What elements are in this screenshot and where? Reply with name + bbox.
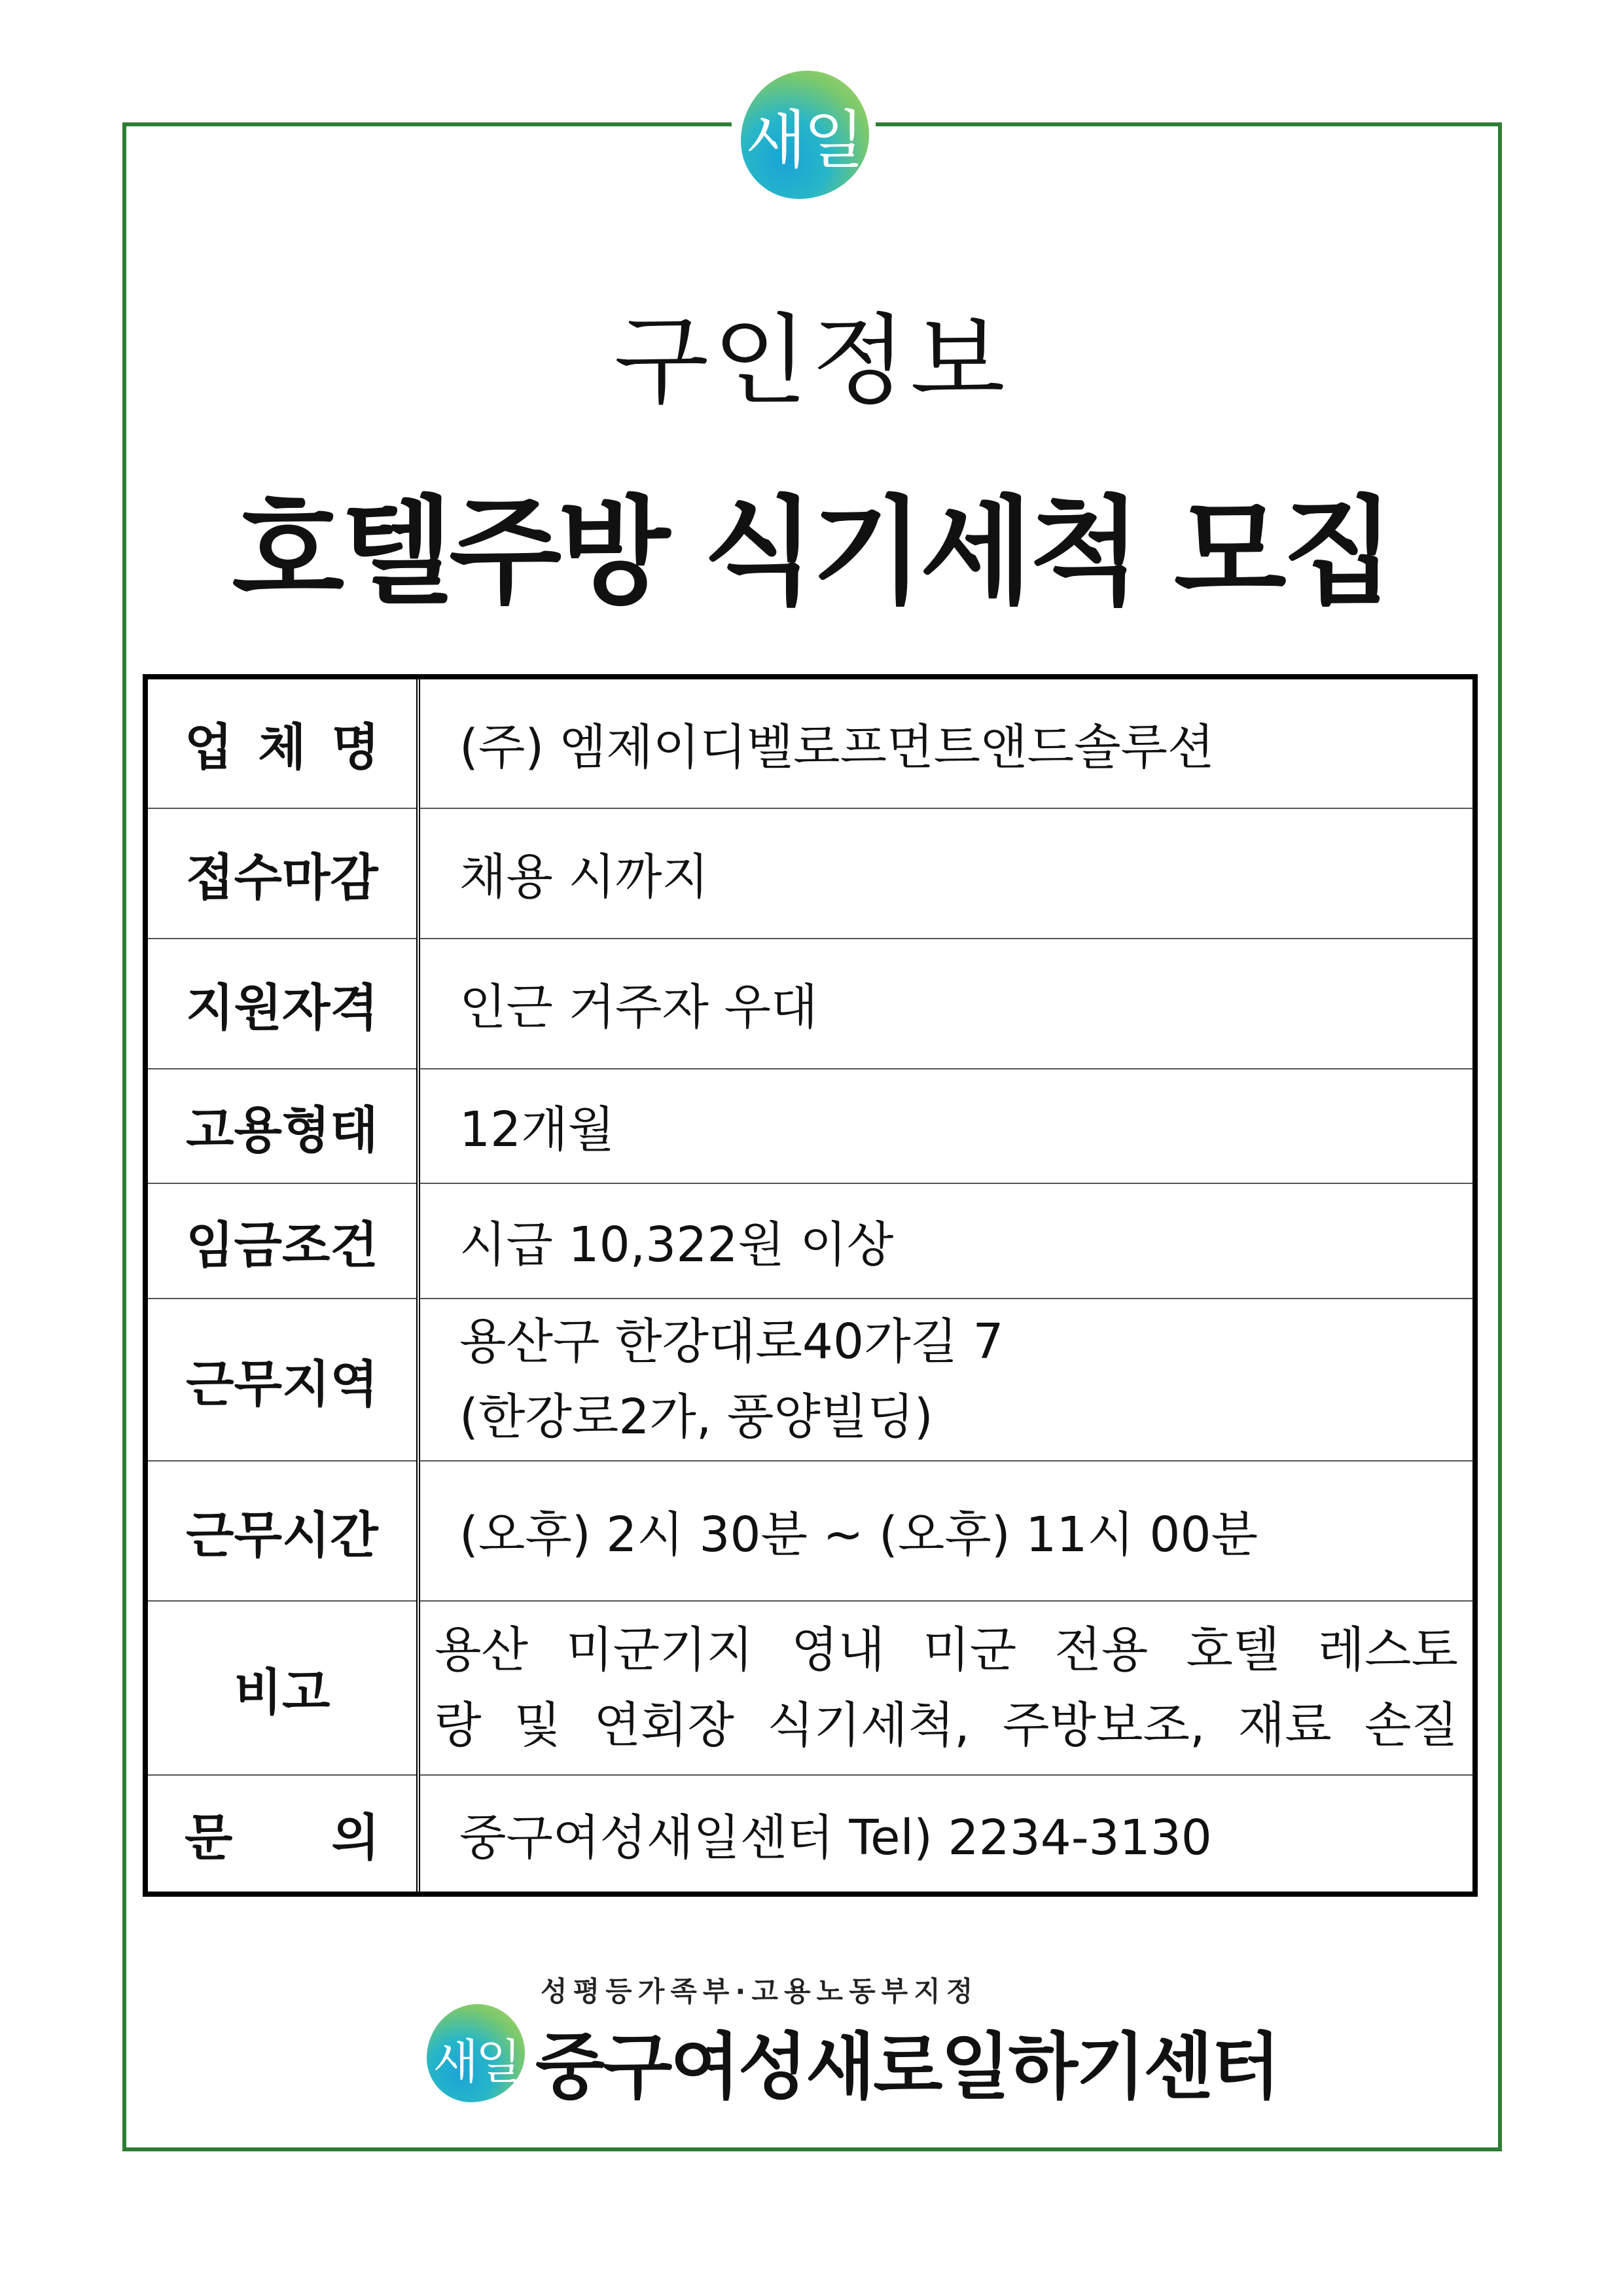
footer-designation: 성평등가족부·고용노동부지정 xyxy=(541,1975,979,2007)
saeil-logo-top xyxy=(732,65,876,203)
label-remarks: 비고 xyxy=(145,1601,418,1775)
value-qualification: 인근 거주자 우대 xyxy=(418,939,1475,1069)
value-hours: (오후) 2시 30분 ~ (오후) 11시 00분 xyxy=(418,1461,1475,1601)
label-deadline: 접수마감 xyxy=(145,808,418,939)
label-employment-type: 고용형태 xyxy=(145,1069,418,1184)
job-info-table xyxy=(143,674,1478,1897)
table-row xyxy=(145,677,1475,808)
logo-text: 새일 xyxy=(745,103,862,177)
value-contact: 중구여성새일센터 Tel) 2234-3130 xyxy=(459,1809,1212,1866)
table-row xyxy=(145,1601,1475,1775)
footer-center-name: 중구여성새로일하기센터 xyxy=(535,2025,1279,2109)
value-wage: 시급 10,322원 이상 xyxy=(418,1183,1475,1299)
label-wage: 임금조건 xyxy=(145,1183,418,1299)
table-row xyxy=(145,1299,1475,1461)
logo-text: 새일 xyxy=(433,2034,519,2089)
table-row xyxy=(145,1183,1475,1299)
value-company: (주) 엠제이디벨로프먼트앤드솔루션 xyxy=(418,677,1475,808)
label-location: 근무지역 xyxy=(145,1299,418,1461)
table-row xyxy=(145,1775,1475,1894)
table-row xyxy=(145,1461,1475,1601)
table-row xyxy=(145,939,1475,1069)
value-deadline: 채용 시까지 xyxy=(418,808,1475,939)
table-row xyxy=(145,808,1475,939)
value-employment-type: 12개월 xyxy=(418,1069,1475,1184)
page-title: 호텔주방 식기세척 모집 xyxy=(232,484,1391,620)
value-location: 용산구 한강대로40가길 7 (한강로2가, 풍양빌딩) xyxy=(418,1299,1475,1461)
saeil-logo-footer xyxy=(427,2004,525,2102)
table-row xyxy=(145,1069,1475,1184)
label-company: 업 체 명 xyxy=(145,677,418,808)
label-contact: 문 의 xyxy=(145,1775,418,1894)
label-hours: 근무시간 xyxy=(145,1461,418,1601)
label-qualification: 지원자격 xyxy=(145,939,418,1069)
page-subtitle: 구인정보 xyxy=(614,304,1009,418)
value-remarks: 용산 미군기지 영내 미군 전용 호텔 레스토 랑 및 연회장 식기세척, 주방보조, 재료 손질 xyxy=(418,1601,1475,1775)
